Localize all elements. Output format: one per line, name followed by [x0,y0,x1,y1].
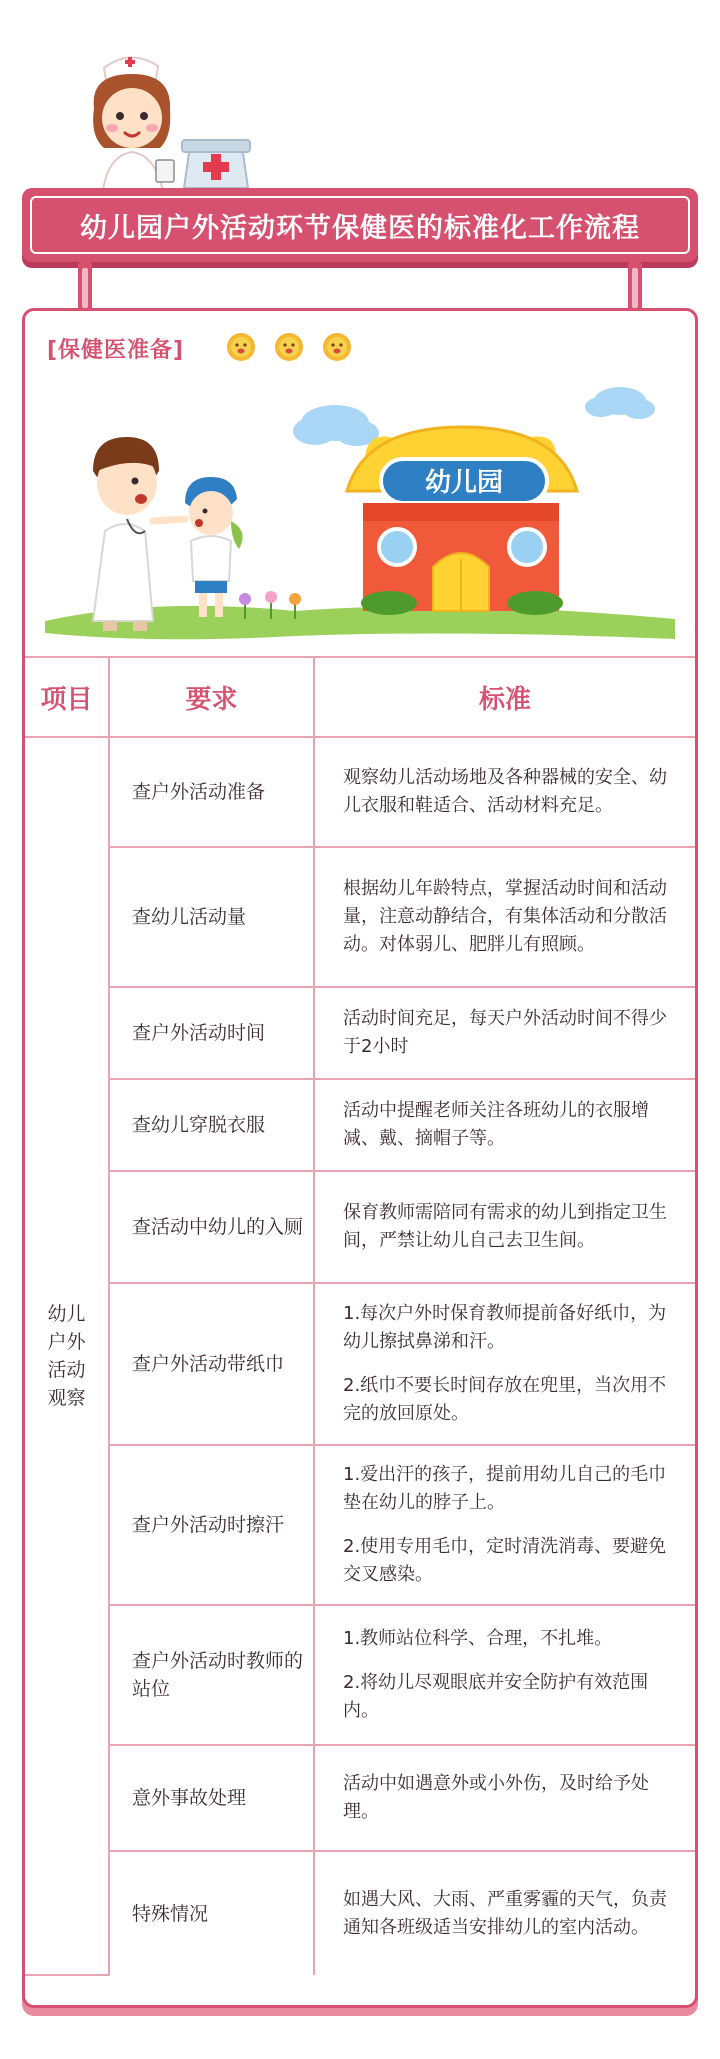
group-label-text: 幼儿户外活动观察 [47,1303,86,1409]
standard-text: 保育教师需陪同有需求的幼儿到指定卫生间，严禁让幼儿自己去卫生间。 [343,1202,667,1251]
title-banner-frame [30,196,690,254]
table-row [25,1745,695,1851]
standard-text: 根据幼儿年龄特点，掌握活动时间和活动量，注意动静结合，有集体活动和分散活动。对体弱儿、肥胖儿有照顾。 [343,878,667,955]
standard-cell [314,737,695,847]
content-card [22,308,698,2008]
table-row [25,1171,695,1283]
nurse-illustration-icon [72,48,272,198]
standard-text: 2.使用专用毛巾，定时清洗消毒、要避免交叉感染。 [343,1536,667,1585]
standard-cell [314,1745,695,1851]
scene-illustration [35,371,685,651]
group-label [25,737,109,1975]
section-label: [保健医准备] [47,338,185,363]
requirement-cell: 查幼儿活动量 [109,847,314,987]
standard-cell [314,847,695,987]
standard-text: 观察幼儿活动场地及各种器械的安全、幼儿衣服和鞋适合、活动材料充足。 [343,767,667,816]
standard-text: 1.教师站位科学、合理，不扎堆。 [343,1628,613,1649]
header-standard: 标准 [314,657,695,737]
table-row [25,1079,695,1171]
requirement-cell: 查幼儿穿脱衣服 [109,1079,314,1171]
table-row [25,987,695,1079]
title-banner [22,188,698,262]
banner-right-post [628,262,642,314]
sun-face-icon [323,333,351,361]
standard-text: 1.每次户外时保育教师提前备好纸巾，为幼儿擦拭鼻涕和汗。 [343,1303,667,1352]
page-title: 幼儿园户外活动环节保健医的标准化工作流程 [80,212,640,244]
standard-text: 2.纸巾不要长时间存放在兜里，当次用不完的放回原处。 [343,1375,667,1424]
table-row [25,1605,695,1745]
standard-cell [314,1079,695,1171]
requirement-cell: 特殊情况 [109,1851,314,1975]
standard-text: 2.将幼儿尽观眼底并安全防护有效范围内。 [343,1672,649,1721]
table-row [25,847,695,987]
table-header-row [25,657,695,737]
kindergarten-building-icon [347,427,577,615]
table-row [25,1283,695,1445]
standard-text: 活动中如遇意外或小外伤，及时给予处理。 [343,1773,649,1822]
banner-left-post [78,262,92,314]
standards-table [25,656,695,1976]
standard-text: 活动中提醒老师关注各班幼儿的衣服增减、戴、摘帽子等。 [343,1100,649,1149]
standard-cell [314,1605,695,1745]
header-item: 项目 [25,657,109,737]
requirement-cell: 查户外活动时擦汗 [109,1445,314,1605]
table-row [25,1851,695,1975]
school-sign: 幼儿园 [424,468,504,498]
sun-face-icon-row [221,327,361,367]
sun-face-icon [227,333,255,361]
standard-cell [314,1445,695,1605]
standard-text: 如遇大风、大雨、严重雾霾的天气，负责通知各班级适当安排幼儿的室内活动。 [343,1888,667,1938]
table-row [25,737,695,847]
standard-cell [314,1171,695,1283]
requirement-cell: 查活动中幼儿的入厕 [109,1171,314,1283]
sun-face-icon [275,333,303,361]
standard-cell [314,1851,695,1975]
standard-text: 1.爱出汗的孩子，提前用幼儿自己的毛巾垫在幼儿的脖子上。 [343,1464,667,1513]
requirement-cell: 意外事故处理 [109,1745,314,1851]
cloud-icon [293,405,379,446]
requirement-cell: 查户外活动时间 [109,987,314,1079]
standard-text: 活动时间充足，每天户外活动时间不得少于2小时 [343,1008,667,1057]
cloud-icon [585,387,655,419]
medical-kit-icon [182,140,250,188]
table-row [25,1445,695,1605]
header-requirement: 要求 [109,657,314,737]
standard-cell [314,1283,695,1445]
requirement-cell: 查户外活动时教师的站位 [109,1605,314,1745]
requirement-cell: 查户外活动带纸巾 [109,1283,314,1445]
doctor-child-illustration-icon [93,437,243,631]
requirement-cell: 查户外活动准备 [109,737,314,847]
standard-cell [314,987,695,1079]
